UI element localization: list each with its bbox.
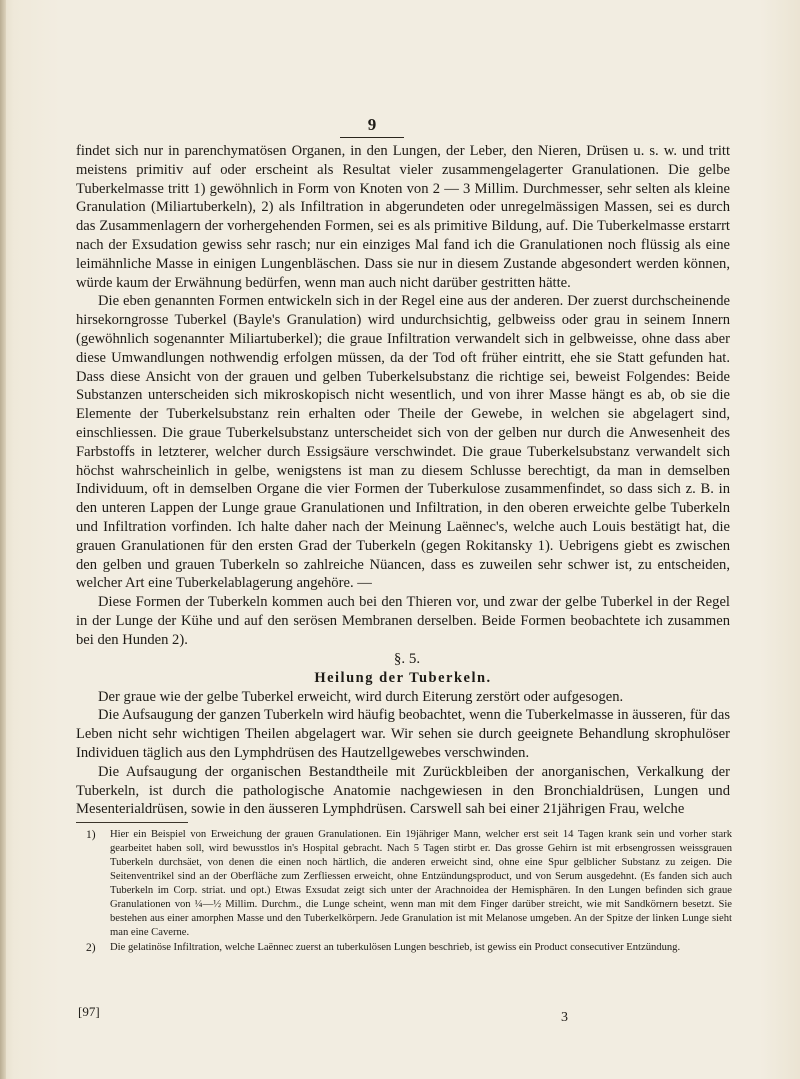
paragraph-3: Diese Formen der Tuberkeln kommen auch bei den Thieren vor, und zwar der gelbe Tuberkel in der Regel in der Lunge der Kühe und auf den serösen Membranen derselben. Beide Formen beobachtete ich zusammen bei den Hunden 2). xyxy=(76,594,730,648)
page-header xyxy=(340,116,404,138)
page-binding-edge xyxy=(0,0,6,1079)
section-title: Heilung der Tuberkeln. xyxy=(314,669,492,686)
footnote-1 xyxy=(86,828,732,940)
page-number: 9 xyxy=(367,115,377,134)
footnote-text: Hier ein Beispiel von Erweichung der grauen Granulationen. Ein 19jähriger Mann, welcher erst seit 14 Tagen krank sein und vorher stark gearbeitet haben soll, wird bewusstlos in's Hospital gebracht. Nach 5 Tagen stirbt er. Das grosse Gehirn ist mit erbsengrossen weissgrauen Tuberkeln durchsäet, von denen die einen noch härtlich, die anderen erweicht sind, ohne eine Spur gelblicher Substanz zu zeigen. Die Seitenventrikel sind an der Oberfläche zum Zerfliessen erweicht, ohne Entzündungsproduct, und von Serum ausgedehnt. (Es fanden sich auch Tuberkeln im Corp. striat. und opt.) Etwas Exsudat zeigt sich unter der Arachnoidea der Hemisphären. In den Lungen befinden sich graue Granulationen von ¼—½ Millim. Durchm., die Lunge scheint, wenn man mit dem Finger darüber streicht, wie mit Sandkörnern besetzt. Sie bestehen aus einer amorphen Masse und den Tuberkelkörpern. Jede Granulation ist mit Melanose umgeben. An der Spitze der linken Lunge sieht man eine Caverne. xyxy=(110,829,732,938)
footnote-number: 2) xyxy=(86,942,96,954)
paragraph-1: findet sich nur in parenchymatösen Organen, in den Lungen, der Leber, den Nieren, Drüsen u. s. w. und tritt meistens primitiv auf oder erscheint als Resultat vieler zusammengelagerter Granulationen. Die gelbe Tuberkelmasse tritt 1) gewöhnlich in Form von Knoten von 2 — 3 Millim. Durchmesser, sehr selten als kleine Granulation (Miliartuberkeln), 2) als Infiltration in abgerundeten oder unregelmässigen Massen, sei es durch das Zusammenlagern der vorhergehenden Formen, sei es als primitive Bildung, auf. Die Tuberkelmasse erstarrt nach der Exsudation gewiss sehr rasch; nur ein einziges Mal fand ich die Granulationen noch flüssig als eine leimähnliche Masse in einigen Lungenbläschen. Dass sie nur in diesem Zustande abgesondert werden können, würde kaum der Erwähnung bedürfen, wenn man auch nicht darüber gestritten hätte. xyxy=(76,143,730,291)
paragraph-6: Die Aufsaugung der organischen Bestandtheile mit Zurückbleiben der anorganischen, Verkalkung der Tuberkeln, ist durch die pathologische Anatomie nachgewiesen in den Bronchialdrüsen, Lungen und Mesenterialdrüsen, sowie in den äusseren Lymphdrüsen. Carswell sah bei einer 21jährigen Frau, welche xyxy=(76,763,730,818)
section-number: §. 5. xyxy=(393,650,421,667)
footnote-2 xyxy=(86,941,732,955)
volume-mark: [97] xyxy=(78,1004,100,1019)
sheet-signature: 3 xyxy=(561,1010,568,1025)
footnote-rule xyxy=(76,822,188,823)
footnote-number: 1) xyxy=(86,829,96,841)
body-text xyxy=(76,142,730,819)
page-footer xyxy=(78,1004,568,1024)
header-rule xyxy=(340,137,404,138)
paragraph-2: Die eben genannten Formen entwickeln sich in der Regel eine aus der anderen. Der zuerst durchscheinende hirsekorngrosse Tuberkel (Bayle's Granulation) wird undurchsichtig, gelbweiss oder grau in seinem Innern (gewöhnlich sogenannter Miliartuberkel); die graue Infiltration verwandelt sich in gelbweisse, ohne dass aber diese Umwandlungen nothwendig erfolgen müssen, da der Tod oft früher eintritt, ehe sie Statt gefunden hat. Dass diese Ansicht von der grauen und gelben Tuberkelsubstanz die richtige sei, beweist Folgendes: Beide Substanzen unterscheiden sich mikroskopisch nicht wesentlich, und von ihrer Masse hängt es ab, ob sie die Elemente der Tuberkelsubstanz rein erhalten oder Theile der Gewebe, in welchen sie abgelagert sind, einschliessen. Die graue Tuberkelsubstanz unterscheidet sich von der gelben nur durch die Anwesenheit des Farbstoffs in letzterer, welcher durch Essigsäure verschwindet. Die graue Tuberkelsubstanz verwandelt sich höchst wahrscheinlich in gelbe, wenigstens ist man zu diesem Schlusse berechtigt, da man in demselben Individuum, oft in demselben Organe die vier Formen der Tuberkulose zusammenfindet, so dass sich z. B. in den unteren Lappen der Lunge graue Granulationen und Infiltration, in den oberen erweichte gelbe Tuberkeln und Infiltration vorfinden. Ich halte daher nach der Meinung Laënnec's, welche auch Louis bestätigt hat, die grauen Granulationen für den ersten Grad der Tuberkeln (gegen Rokitansky 1). Uebrigens giebt es zwischen den gelben und grauen Tuberkeln so zahlreiche Nüancen, dass es zuweilen sehr schwer ist, zu entscheiden, welcher Art eine Tuberkelablagerung angehöre. — xyxy=(76,293,730,592)
paragraph-5: Die Aufsaugung der ganzen Tuberkeln wird häufig beobachtet, wenn die Tuberkelmasse in äusseren, für das Leben nicht sehr wichtigen Theilen abgelagert war. Wir sehen sie durch geeignete Behandlung skrophulöser Individuen täglich aus den Lymphdrüsen des Hautzellgewebes verschwinden. xyxy=(76,707,730,761)
paragraph-4: Der graue wie der gelbe Tuberkel erweicht, wird durch Eiterung zerstört oder aufgesogen. xyxy=(98,688,624,705)
footnotes xyxy=(86,828,732,956)
footnote-text: Die gelatinöse Infiltration, welche Laënnec zuerst an tuberkulösen Lungen beschrieb, ist gewiss ein Product consecutiver Entzündung. xyxy=(110,942,681,953)
